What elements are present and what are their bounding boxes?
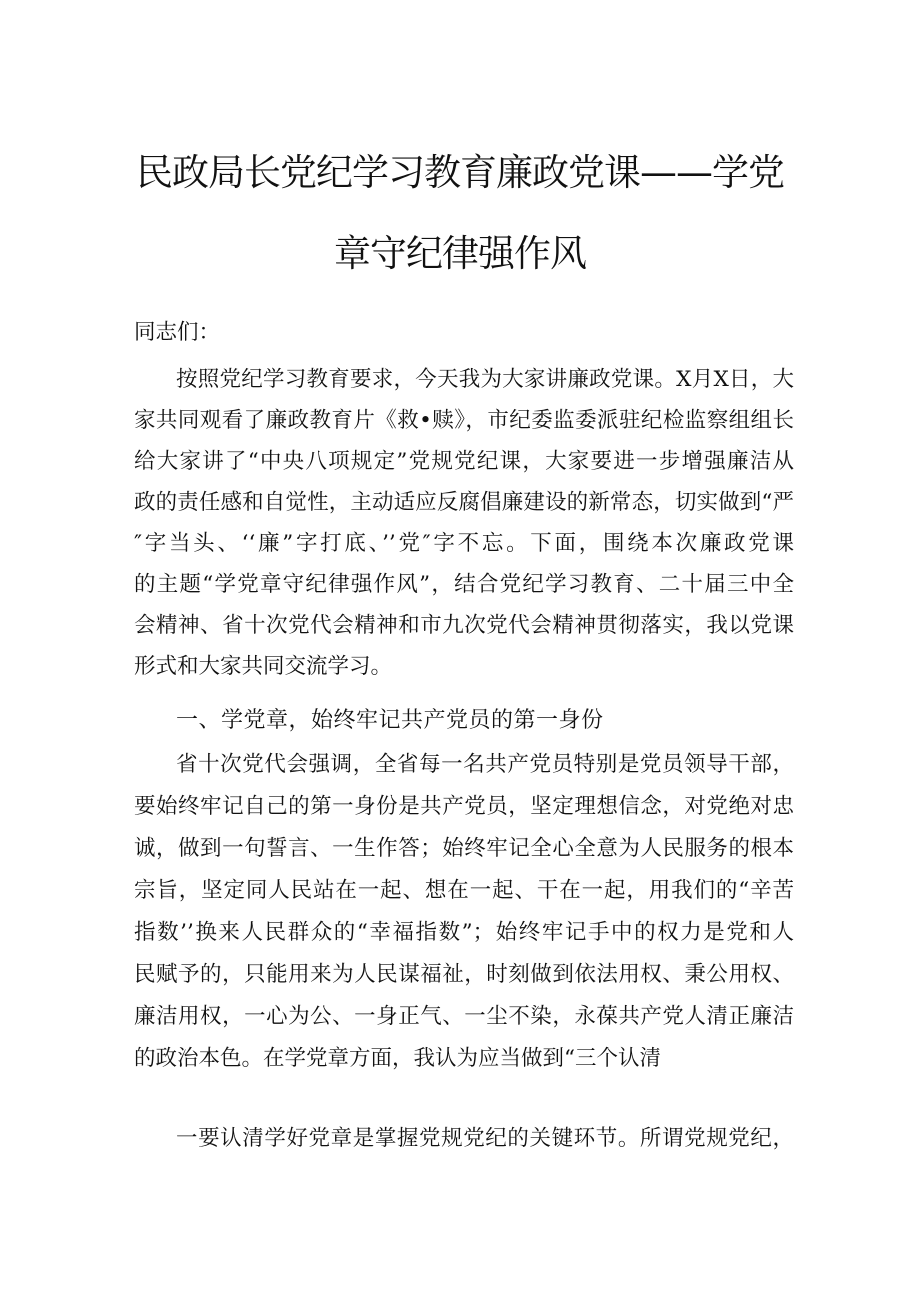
paragraph-line: 民赋予的，只能用来为人民谋福祉，时刻做到依法用权、秉公用权、 [134, 962, 794, 987]
paragraph-line: 的政治本色。在学党章方面，我认为应当做到“三个认清 [134, 1046, 661, 1071]
section-heading: 一、学党章，始终牢记共产党员的第一身份 [176, 708, 604, 733]
paragraph-line: 廉洁用权，一心为公、一身正气、一尘不染，永葆共产党人清正廉洁 [134, 1004, 794, 1029]
paragraph-line: 家共同观看了廉政教育片《救•赎》，市纪委监委派驻纪检监察组组长 [134, 408, 794, 433]
paragraph-line: ″字当头、‘‘廉”字打底、’’党″字不忘。下面，围绕本次廉政党课 [134, 531, 794, 556]
document-title-line-2: 章守纪律强作风 [334, 232, 586, 275]
salutation: 同志们： [134, 320, 221, 345]
paragraph-line: 的主题“学党章守纪律强作风”，结合党纪学习教育、二十届三中全 [134, 572, 794, 597]
paragraph-line: 诚，做到一句誓言、一生作答；始终牢记全心全意为人民服务的根本 [134, 836, 794, 861]
paragraph-line: 宗旨，坚定同人民站在一起、想在一起、干在一起，用我们的“辛苦 [134, 878, 794, 903]
paragraph-line: 给大家讲了“中央八项规定”党规党纪课，大家要进一步增强廉洁从 [134, 449, 794, 474]
paragraph-line: 政的责任感和自觉性，主动适应反腐倡廉建设的新常态，切实做到“严 [134, 490, 794, 515]
paragraph-line: 一要认清学好党章是掌握党规党纪的关键环节。所谓党规党纪， [176, 1126, 794, 1151]
paragraph-line: 形式和大家共同交流学习。 [134, 654, 393, 679]
paragraph-line: 省十次党代会强调，全省每一名共产党员特别是党员领导干部， [176, 752, 794, 777]
paragraph-line: 要始终牢记自己的第一身份是共产党员，坚定理想信念，对党绝对忠 [134, 794, 794, 819]
document-title-line-1: 民政局长党纪学习教育廉政党课——学党 [136, 151, 784, 194]
paragraph-line: 会精神、省十次党代会精神和市九次党代会精神贯彻落实，我以党课 [134, 613, 794, 638]
paragraph-line: 指数’’换来人民群众的“幸福指数”；始终牢记手中的权力是党和人 [134, 920, 794, 945]
paragraph-line: 按照党纪学习教育要求，今天我为大家讲廉政党课。X月X日，大 [176, 367, 794, 392]
